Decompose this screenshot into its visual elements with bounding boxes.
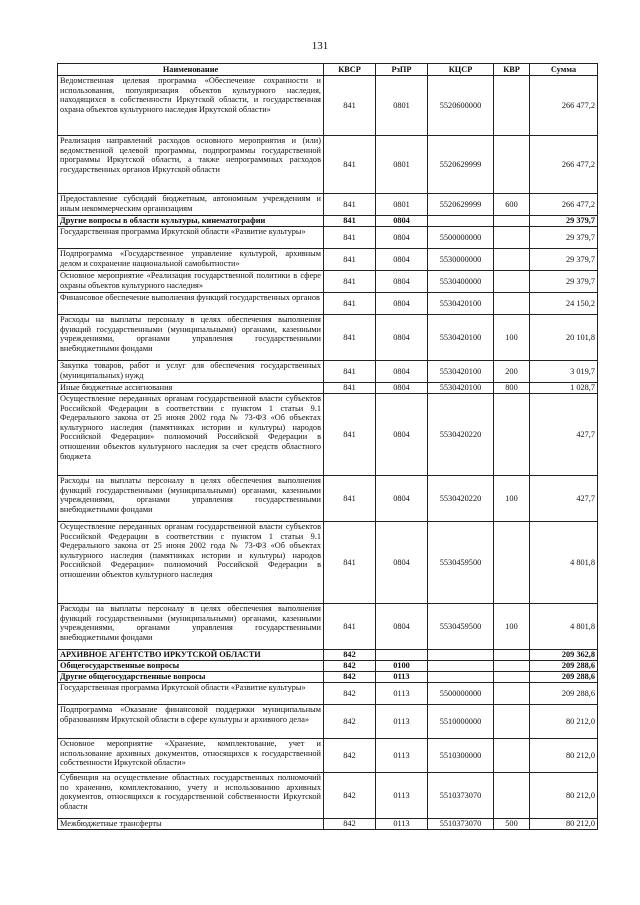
cell-kvsr: 841: [324, 271, 376, 293]
cell-kvsr: 841: [324, 394, 376, 476]
cell-rzpr: 0804: [376, 394, 428, 476]
cell-name: Расходы на выплаты персоналу в целях обеспечения выполнения функций государственными (муниципальными) органами, казенными учреждениями, органами управления государственными внебюджетными фондами: [58, 604, 324, 650]
cell-rzpr: 0113: [376, 705, 428, 739]
table-row: [58, 227, 598, 249]
table-row: [58, 315, 598, 361]
cell-kvr: [494, 522, 530, 604]
cell-sum: 4 801,8: [530, 522, 598, 604]
cell-kcsr: 5530420100: [428, 361, 494, 383]
cell-kvr: [494, 672, 530, 683]
cell-kvsr: 841: [324, 76, 376, 136]
cell-kcsr: 5510373070: [428, 773, 494, 819]
cell-rzpr: 0801: [376, 136, 428, 194]
cell-kvr: [494, 271, 530, 293]
table-row: [58, 394, 598, 476]
cell-kvsr: 841: [324, 361, 376, 383]
cell-kcsr: 5500000000: [428, 683, 494, 705]
cell-sum: 29 379,7: [530, 216, 598, 227]
cell-rzpr: 0804: [376, 522, 428, 604]
cell-sum: 266 477,2: [530, 194, 598, 216]
cell-name: Расходы на выплаты персоналу в целях обеспечения выполнения функций государственными (муниципальными) органами, казенными учреждениями, органами управления государственными внебюджетными фондами: [58, 476, 324, 522]
column-header-kvr: КВР: [494, 64, 530, 76]
cell-kvsr: 842: [324, 705, 376, 739]
table-row: [58, 683, 598, 705]
cell-name: Ведомственная целевая программа «Обеспечение сохранности и использования, популяризация объектов культурного наследия, находящихся в собственности Иркутской области, и государственная охрана объектов культурного наследия Иркутской области»: [58, 76, 324, 136]
cell-name: Государственная программа Иркутской области «Развитие культуры»: [58, 227, 324, 249]
cell-kcsr: [428, 216, 494, 227]
cell-kvsr: 841: [324, 522, 376, 604]
cell-kcsr: 5530420100: [428, 293, 494, 315]
cell-sum: 209 362,8: [530, 650, 598, 661]
cell-name: Государственная программа Иркутской области «Развитие культуры»: [58, 683, 324, 705]
cell-kvr: 200: [494, 361, 530, 383]
page-number: 131: [311, 40, 329, 52]
cell-kcsr: 5500000000: [428, 227, 494, 249]
cell-kvsr: 841: [324, 476, 376, 522]
cell-rzpr: 0804: [376, 315, 428, 361]
cell-kcsr: 5530459500: [428, 522, 494, 604]
cell-rzpr: 0804: [376, 216, 428, 227]
cell-kvsr: 841: [324, 383, 376, 394]
cell-kvr: [494, 739, 530, 773]
cell-kcsr: 5510373070: [428, 819, 494, 830]
cell-kvr: [494, 136, 530, 194]
cell-name: Закупка товаров, работ и услуг для обеспечения государственных (муниципальных) нужд: [58, 361, 324, 383]
cell-rzpr: [376, 650, 428, 661]
column-header-name: Наименование: [58, 64, 324, 76]
cell-kvsr: 842: [324, 650, 376, 661]
cell-sum: 20 101,8: [530, 315, 598, 361]
cell-sum: 80 212,0: [530, 773, 598, 819]
cell-kvr: [494, 394, 530, 476]
cell-kvr: 800: [494, 383, 530, 394]
cell-rzpr: 0113: [376, 773, 428, 819]
cell-name: Подпрограмма «Государственное управление культурой, архивным делом и сохранение национальной самобытности»: [58, 249, 324, 271]
cell-sum: 29 379,7: [530, 271, 598, 293]
budget-table: [57, 63, 598, 830]
cell-sum: 29 379,7: [530, 249, 598, 271]
cell-sum: 427,7: [530, 394, 598, 476]
cell-sum: 209 288,6: [530, 661, 598, 672]
cell-name: Расходы на выплаты персоналу в целях обеспечения выполнения функций государственными (муниципальными) органами, казенными учреждениями, органами управления государственными внебюджетными фондами: [58, 315, 324, 361]
cell-kvsr: 842: [324, 819, 376, 830]
cell-rzpr: 0804: [376, 361, 428, 383]
cell-kvr: [494, 705, 530, 739]
cell-kcsr: 5520629999: [428, 194, 494, 216]
cell-rzpr: 0801: [376, 194, 428, 216]
column-header-kvsr: КВСР: [324, 64, 376, 76]
table-row: [58, 522, 598, 604]
cell-rzpr: 0804: [376, 383, 428, 394]
table-row: [58, 819, 598, 830]
table-row: [58, 383, 598, 394]
cell-rzpr: 0804: [376, 227, 428, 249]
cell-kcsr: 5530420220: [428, 476, 494, 522]
cell-name: Общегосударственные вопросы: [58, 661, 324, 672]
table-row: [58, 361, 598, 383]
cell-kvr: 500: [494, 819, 530, 830]
cell-sum: 209 288,6: [530, 672, 598, 683]
table-row: [58, 216, 598, 227]
table-row: [58, 136, 598, 194]
cell-kvsr: 842: [324, 661, 376, 672]
cell-kvr: [494, 661, 530, 672]
table-row: [58, 661, 598, 672]
cell-name: Другие общегосударственные вопросы: [58, 672, 324, 683]
cell-kcsr: 5510300000: [428, 739, 494, 773]
cell-rzpr: 0801: [376, 76, 428, 136]
cell-name: АРХИВНОЕ АГЕНТСТВО ИРКУТСКОЙ ОБЛАСТИ: [58, 650, 324, 661]
cell-name: Межбюджетные трансферты: [58, 819, 324, 830]
cell-kvr: 100: [494, 315, 530, 361]
cell-kvsr: 841: [324, 216, 376, 227]
table-row: [58, 739, 598, 773]
cell-kvr: [494, 650, 530, 661]
cell-kcsr: 5530000000: [428, 249, 494, 271]
cell-sum: 24 150,2: [530, 293, 598, 315]
cell-kcsr: 5530459500: [428, 604, 494, 650]
cell-name: Основное мероприятие «Хранение, комплектование, учет и использование архивных документов, относящихся к государственной собственности Иркутской области»: [58, 739, 324, 773]
cell-rzpr: 0804: [376, 604, 428, 650]
table-row: [58, 672, 598, 683]
cell-kvr: [494, 683, 530, 705]
cell-name: Предоставление субсидий бюджетным, автономным учреждениям и иным некоммерческим организациям: [58, 194, 324, 216]
cell-rzpr: 0804: [376, 293, 428, 315]
table-row: [58, 293, 598, 315]
cell-sum: 427,7: [530, 476, 598, 522]
cell-kvsr: 841: [324, 249, 376, 271]
cell-sum: 266 477,2: [530, 76, 598, 136]
cell-kvr: [494, 293, 530, 315]
cell-kcsr: [428, 672, 494, 683]
cell-sum: 209 288,6: [530, 683, 598, 705]
cell-kvsr: 841: [324, 194, 376, 216]
cell-rzpr: 0804: [376, 271, 428, 293]
cell-name: Иные бюджетные ассигнования: [58, 383, 324, 394]
cell-kvr: [494, 216, 530, 227]
cell-rzpr: 0113: [376, 739, 428, 773]
cell-sum: 4 801,8: [530, 604, 598, 650]
cell-kcsr: 5520600000: [428, 76, 494, 136]
cell-kcsr: 5530420100: [428, 383, 494, 394]
table-row: [58, 476, 598, 522]
cell-sum: 80 212,0: [530, 819, 598, 830]
cell-name: Реализация направлений расходов основного мероприятия и (или) ведомственной целевой программы, подпрограммы государственной программы Иркутской области, а также непрограммных расходов государственных органов Иркутской области: [58, 136, 324, 194]
cell-kvsr: 842: [324, 739, 376, 773]
cell-kcsr: 5530400000: [428, 271, 494, 293]
cell-sum: 80 212,0: [530, 739, 598, 773]
cell-kcsr: 5520629999: [428, 136, 494, 194]
cell-name: Другие вопросы в области культуры, кинематографии: [58, 216, 324, 227]
cell-sum: 80 212,0: [530, 705, 598, 739]
cell-kvsr: 841: [324, 227, 376, 249]
cell-sum: 29 379,7: [530, 227, 598, 249]
cell-kcsr: 5530420100: [428, 315, 494, 361]
cell-kvr: 600: [494, 194, 530, 216]
table-row: [58, 249, 598, 271]
cell-kcsr: 5530420220: [428, 394, 494, 476]
cell-kvsr: 841: [324, 315, 376, 361]
cell-kvr: 100: [494, 476, 530, 522]
column-header-sum: Сумма: [530, 64, 598, 76]
cell-name: Осуществление переданных органам государственной власти субъектов Российской Федерации в соответствии с пунктом 1 статьи 9.1 Федерального закона от 25 июня 2002 года № 73-ФЗ «Об объектах культурного наследия (памятниках истории и культуры) народов Российской Федерации» полномочий Российской Федерации в отношении объектов культурного наследия: [58, 522, 324, 604]
table-row: [58, 194, 598, 216]
table-row: [58, 76, 598, 136]
cell-name: Субвенция на осуществление областных государственных полномочий по хранению, комплектованию, учету и использованию архивных документов, относящихся к государственной собственности Иркутской области: [58, 773, 324, 819]
table-row: [58, 773, 598, 819]
cell-kcsr: [428, 650, 494, 661]
table-header-row: [58, 64, 598, 76]
cell-kvsr: 842: [324, 683, 376, 705]
cell-name: Основное мероприятие «Реализация государственной политики в сфере охраны объектов культурного наследия»: [58, 271, 324, 293]
cell-kvr: [494, 227, 530, 249]
table-row: [58, 271, 598, 293]
cell-kvr: [494, 249, 530, 271]
cell-kvsr: 841: [324, 136, 376, 194]
cell-sum: 3 019,7: [530, 361, 598, 383]
cell-kcsr: 5510000000: [428, 705, 494, 739]
cell-name: Подпрограмма «Оказание финансовой поддержки муниципальным образованиям Иркутской области в сфере культуры и архивного дела»: [58, 705, 324, 739]
cell-sum: 266 477,2: [530, 136, 598, 194]
cell-kvsr: 841: [324, 604, 376, 650]
cell-sum: 1 028,7: [530, 383, 598, 394]
cell-rzpr: 0100: [376, 661, 428, 672]
cell-rzpr: 0804: [376, 476, 428, 522]
table-body: [58, 76, 598, 830]
table-row: [58, 604, 598, 650]
cell-kvsr: 842: [324, 672, 376, 683]
cell-name: Финансовое обеспечение выполнения функций государственных органов: [58, 293, 324, 315]
column-header-kcsr: КЦСР: [428, 64, 494, 76]
cell-rzpr: 0804: [376, 249, 428, 271]
cell-kvr: [494, 76, 530, 136]
cell-rzpr: 0113: [376, 672, 428, 683]
column-header-rzpr: РзПР: [376, 64, 428, 76]
table-row: [58, 650, 598, 661]
cell-kvr: [494, 773, 530, 819]
cell-rzpr: 0113: [376, 683, 428, 705]
cell-rzpr: 0113: [376, 819, 428, 830]
cell-kvsr: 842: [324, 773, 376, 819]
cell-kcsr: [428, 661, 494, 672]
cell-kvsr: 841: [324, 293, 376, 315]
table-row: [58, 705, 598, 739]
cell-kvr: 100: [494, 604, 530, 650]
cell-name: Осуществление переданных органам государственной власти субъектов Российской Федерации в соответствии с пунктом 1 статьи 9.1 Федерального закона от 25 июня 2002 года № 73-ФЗ «Об объектах культурного наследия (памятниках истории и культуры) народов Российской Федерации» полномочий Российской Федерации в отношении объектов культурного наследия за счет средств областного бюджета: [58, 394, 324, 476]
